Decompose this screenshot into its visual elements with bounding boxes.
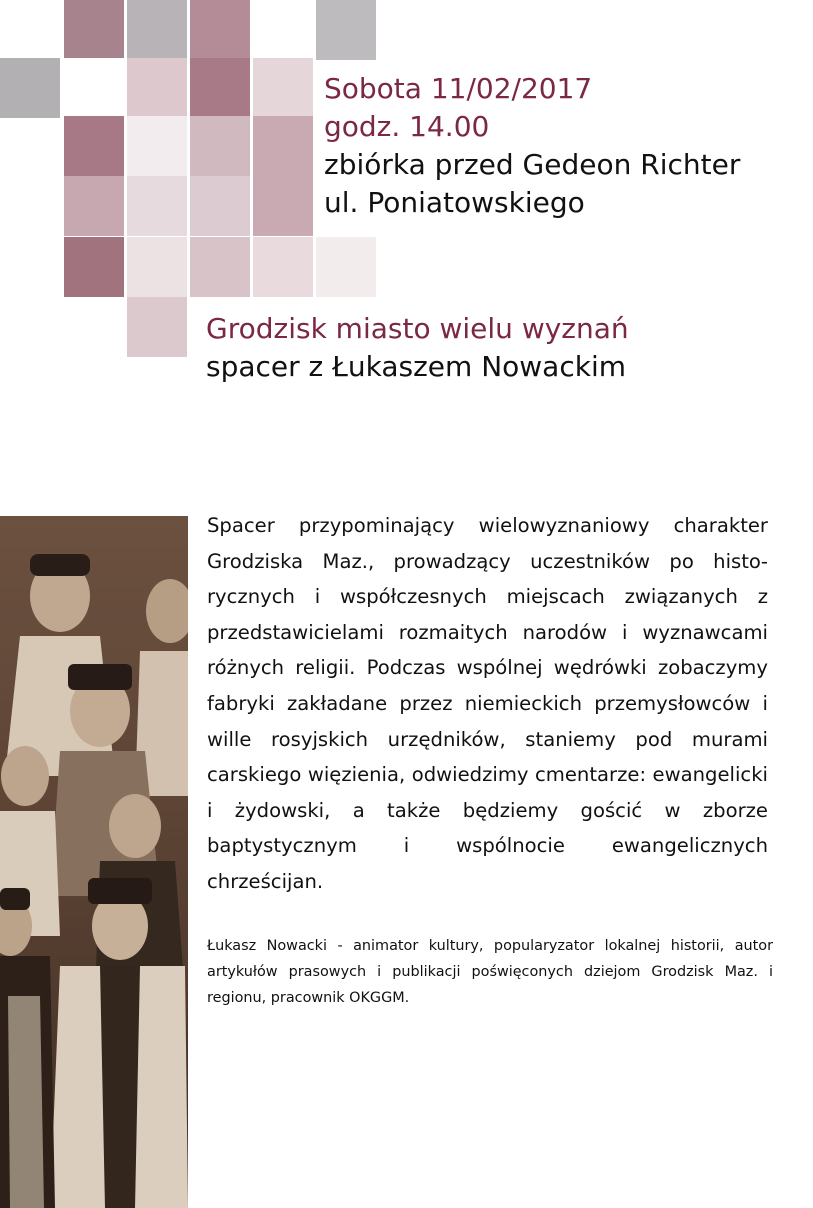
historical-photo	[0, 516, 188, 1208]
mosaic-square	[0, 58, 60, 118]
street-address: ul. Poniatowskiego	[324, 186, 585, 219]
mosaic-square	[64, 58, 124, 118]
meeting-point: zbiórka przed Gedeon Richter	[324, 148, 741, 181]
mosaic-square	[253, 58, 313, 118]
mosaic-square	[190, 58, 250, 118]
mosaic-square	[127, 237, 187, 297]
mosaic-square	[316, 237, 376, 297]
mosaic-square	[64, 176, 124, 236]
mosaic-square	[190, 116, 250, 176]
mosaic-square	[190, 237, 250, 297]
walk-heading	[206, 310, 806, 386]
mosaic-square	[190, 176, 250, 236]
mosaic-square	[127, 297, 187, 357]
event-time: godz. 14.00	[324, 110, 490, 143]
mosaic-square	[253, 237, 313, 297]
mosaic-square	[64, 116, 124, 176]
mosaic-square	[253, 116, 313, 176]
mosaic-square	[64, 237, 124, 297]
event-info	[324, 70, 804, 222]
walk-subtitle: spacer z Łukaszem Nowackim	[206, 350, 626, 383]
walk-description: Spacer przypominający wielowyznaniowy charakter Grodziska Maz., prowadzący uczestników po historycznych i współczesnych miejscach związanych z przedstawicielami rozmaitych narodów i wyznawcami różnych religii. Podczas wspólnej wędrówki zobaczymy fabryki zakładane przez niemieckich przemysłowców i wille rosyjskich urzędników, staniemy pod murami carskiego więzienia, odwiedzimy cmentarze: ewangelicki i żydowski, a także będziemy gościć w zborze baptystycznym i wspólnocie ewangelicznych chrześcijan.	[207, 514, 768, 893]
mosaic-square	[316, 0, 376, 60]
mosaic-square	[64, 0, 124, 60]
walk-title: Grodzisk miasto wielu wyznań	[206, 312, 629, 345]
mosaic-square	[127, 176, 187, 236]
mosaic-square	[190, 0, 250, 60]
guide-bio: Łukasz Nowacki - animator kultury, popularyzator lokalnej historii, autor artykułów prasowych i publikacji poświęconych dziejom Grodzisk Maz. i regionu, pracownik OKGGM.	[207, 938, 773, 1006]
mosaic-square	[127, 0, 187, 60]
mosaic-square	[253, 176, 313, 236]
mosaic-square	[127, 116, 187, 176]
mosaic-square	[127, 58, 187, 118]
event-date: Sobota 11/02/2017	[324, 72, 593, 105]
